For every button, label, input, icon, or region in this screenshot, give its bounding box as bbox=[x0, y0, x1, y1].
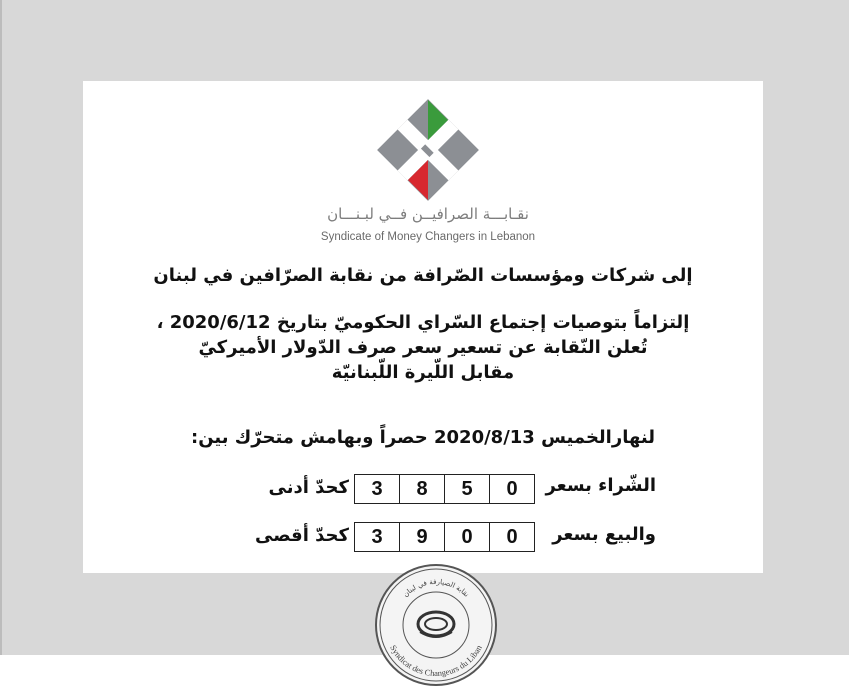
syndicate-logo-icon bbox=[373, 95, 483, 205]
stamp-arabic-text: نقابة الصيارفة في لبنان bbox=[401, 577, 471, 599]
addressee-line: إلى شركات ومؤسسات الصّرافة من نقابة الصرّافين في لبنان bbox=[153, 265, 693, 286]
sell-digit: 0 bbox=[489, 522, 535, 552]
sell-digit: 3 bbox=[354, 522, 400, 552]
logo-arabic-text: نقـابـــة الصرافيــن فــي لبـنـــان bbox=[327, 205, 529, 223]
frame-border bbox=[0, 0, 2, 655]
buy-limit-label: كحدّ أدنى bbox=[268, 477, 349, 498]
announcement-card bbox=[83, 81, 763, 573]
sell-limit-label: كحدّ أقصى bbox=[254, 525, 349, 546]
sell-rate-digits bbox=[355, 522, 535, 552]
stamp-french-text: Syndicat des Changeurs du Liban bbox=[388, 643, 484, 679]
buy-rate-label: الشّراء بسعر bbox=[545, 475, 656, 496]
sell-digit: 9 bbox=[399, 522, 445, 552]
sell-digit: 0 bbox=[444, 522, 490, 552]
currency-line: مقابل اللّيرة اللّبنانيّة bbox=[331, 362, 515, 383]
buy-digit: 5 bbox=[444, 474, 490, 504]
buy-rate-digits bbox=[355, 474, 535, 504]
buy-digit: 0 bbox=[489, 474, 535, 504]
logo-english-text: Syndicate of Money Changers in Lebanon bbox=[320, 231, 536, 243]
announcement-line: تُعلن النّقابة عن تسعير سعر صرف الدّولار الأميركيّ bbox=[198, 337, 648, 358]
commitment-line: إلتزاماً بتوصيات إجتماع السّراي الحكوميّ بتاريخ 2020/6/12 ، bbox=[156, 312, 690, 333]
buy-digit: 3 bbox=[354, 474, 400, 504]
date-line: لنهارالخميس 2020/8/13 حصراً وبهامش متحرّك بين: bbox=[191, 427, 655, 448]
sell-rate-label: والبيع بسعر bbox=[552, 524, 656, 545]
syndicate-stamp-icon bbox=[373, 562, 499, 688]
buy-digit: 8 bbox=[399, 474, 445, 504]
